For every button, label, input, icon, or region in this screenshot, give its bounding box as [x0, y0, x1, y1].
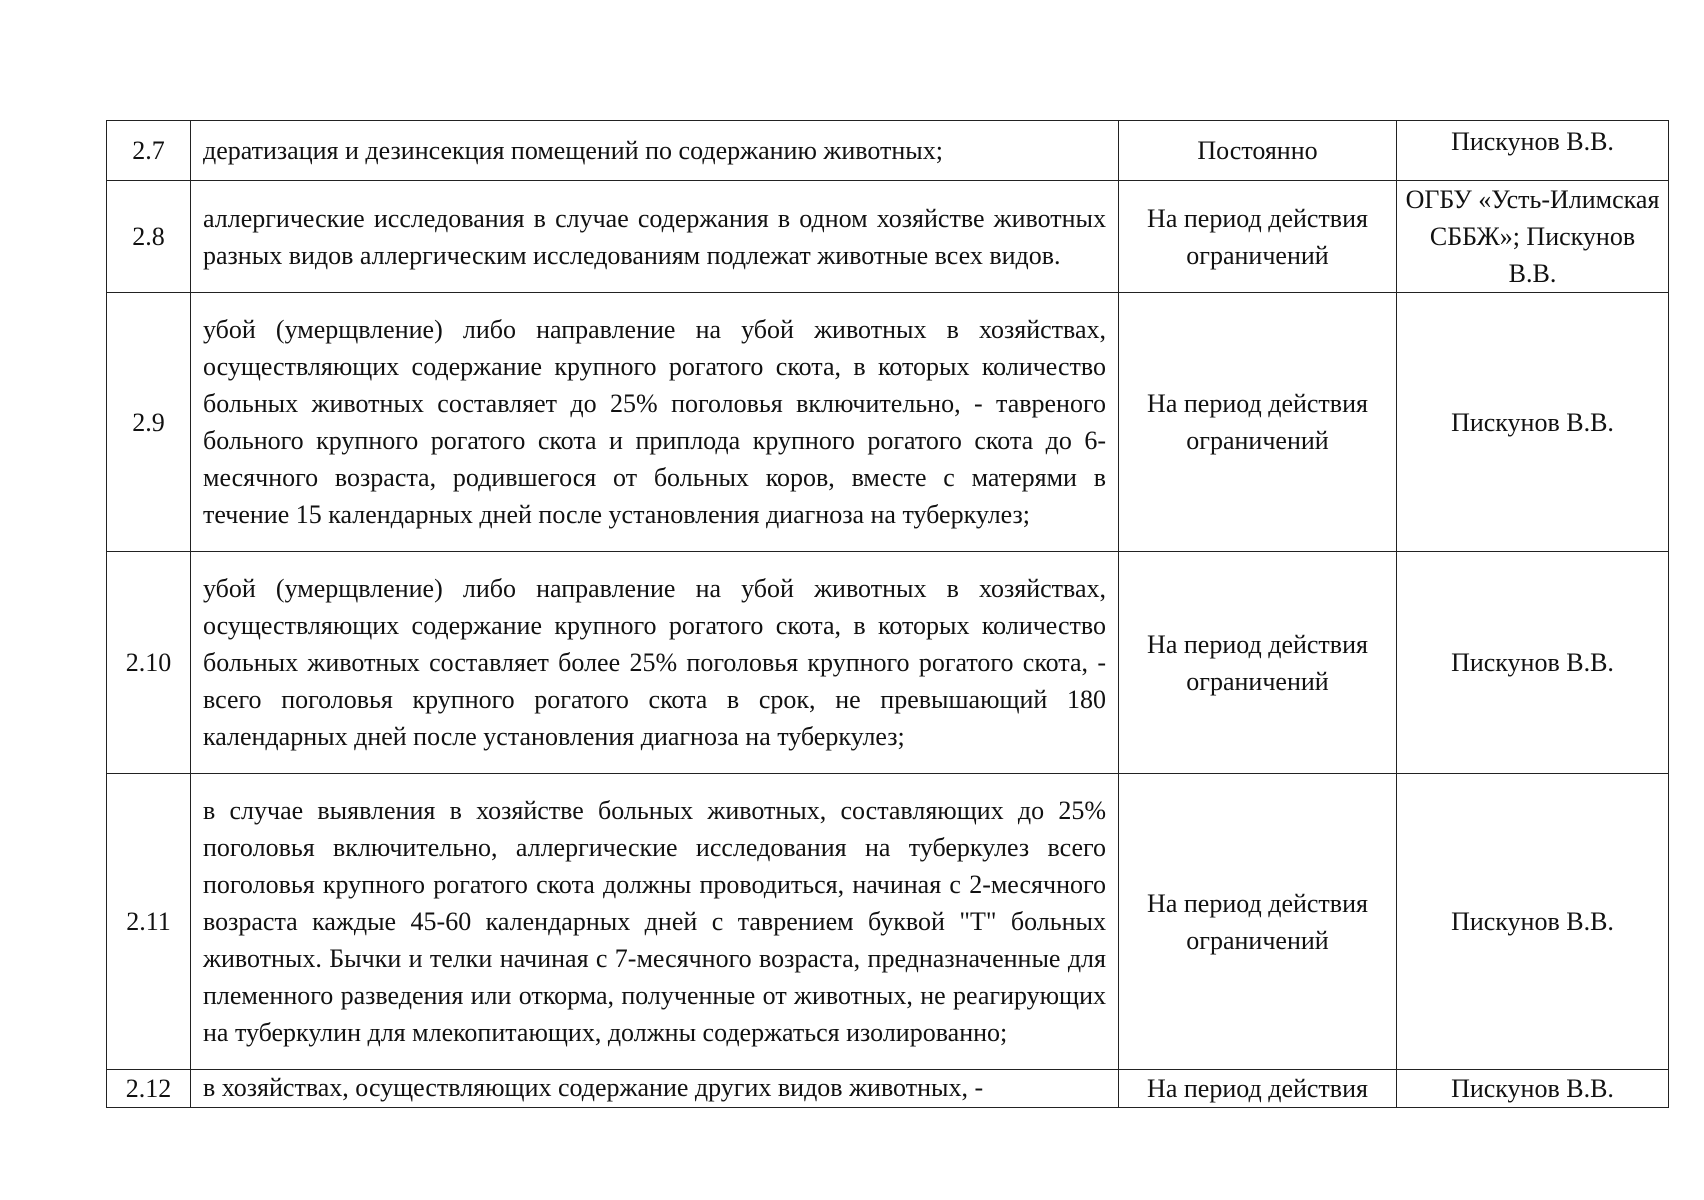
measure-responsible: ОГБУ «Усть-Илимская СББЖ»; Пискунов В.В.	[1397, 181, 1669, 293]
table-row	[107, 121, 1669, 181]
measure-text: в хозяйствах, осуществляющих содержание других видов животных, -	[191, 1070, 1119, 1108]
table-row	[107, 181, 1669, 293]
table-row	[107, 774, 1669, 1070]
row-number: 2.9	[107, 293, 191, 552]
table-row	[107, 552, 1669, 774]
row-number: 2.11	[107, 774, 191, 1070]
row-number: 2.10	[107, 552, 191, 774]
measure-term: Постоянно	[1119, 121, 1397, 181]
measure-text: в случае выявления в хозяйстве больных животных, составляющих до 25% поголовья включительно, аллергические исследования на туберкулез всего поголовья крупного рогатого скота должны проводиться, начиная с 2-месячного возраста каждые 45-60 календарных дней с таврением буквой "Т" больных животных. Бычки и телки начиная с 7-месячного возраста, предназначенные для племенного разведения или откорма, полученные от животных, не реагирующих на туберкулин для млекопитающих, должны содержаться изолированно;	[191, 774, 1119, 1070]
row-number: 2.7	[107, 121, 191, 181]
measure-responsible: Пискунов В.В.	[1397, 774, 1669, 1070]
measures-table	[106, 120, 1669, 1108]
measure-term: На период действия ограничений	[1119, 181, 1397, 293]
measure-responsible: Пискунов В.В.	[1397, 121, 1669, 181]
measure-text: дератизация и дезинсекция помещений по содержанию животных;	[191, 121, 1119, 181]
row-number: 2.12	[107, 1070, 191, 1108]
measure-term: На период действия	[1119, 1070, 1397, 1108]
measure-term: На период действия ограничений	[1119, 552, 1397, 774]
measure-term: На период действия ограничений	[1119, 774, 1397, 1070]
measure-text: аллергические исследования в случае содержания в одном хозяйстве животных разных видов аллергическим исследованиям подлежат животные всех видов.	[191, 181, 1119, 293]
measure-term: На период действия ограничений	[1119, 293, 1397, 552]
table-row	[107, 293, 1669, 552]
measure-text: убой (умерщвление) либо направление на убой животных в хозяйствах, осуществляющих содержание крупного рогатого скота, в которых количество больных животных составляет до 25% поголовья включительно, - тавреного больного крупного рогатого скота и приплода крупного рогатого скота до 6-месячного возраста, родившегося от больных коров, вместе с матерями в течение 15 календарных дней после установления диагноза на туберкулез;	[191, 293, 1119, 552]
measure-responsible: Пискунов В.В.	[1397, 552, 1669, 774]
measure-responsible: Пискунов В.В.	[1397, 293, 1669, 552]
measure-text: убой (умерщвление) либо направление на убой животных в хозяйствах, осуществляющих содержание крупного рогатого скота, в которых количество больных животных составляет более 25% поголовья крупного рогатого скота, - всего поголовья крупного рогатого скота в срок, не превышающий 180 календарных дней после установления диагноза на туберкулез;	[191, 552, 1119, 774]
measure-responsible: Пискунов В.В.	[1397, 1070, 1669, 1108]
table-row	[107, 1070, 1669, 1108]
row-number: 2.8	[107, 181, 191, 293]
